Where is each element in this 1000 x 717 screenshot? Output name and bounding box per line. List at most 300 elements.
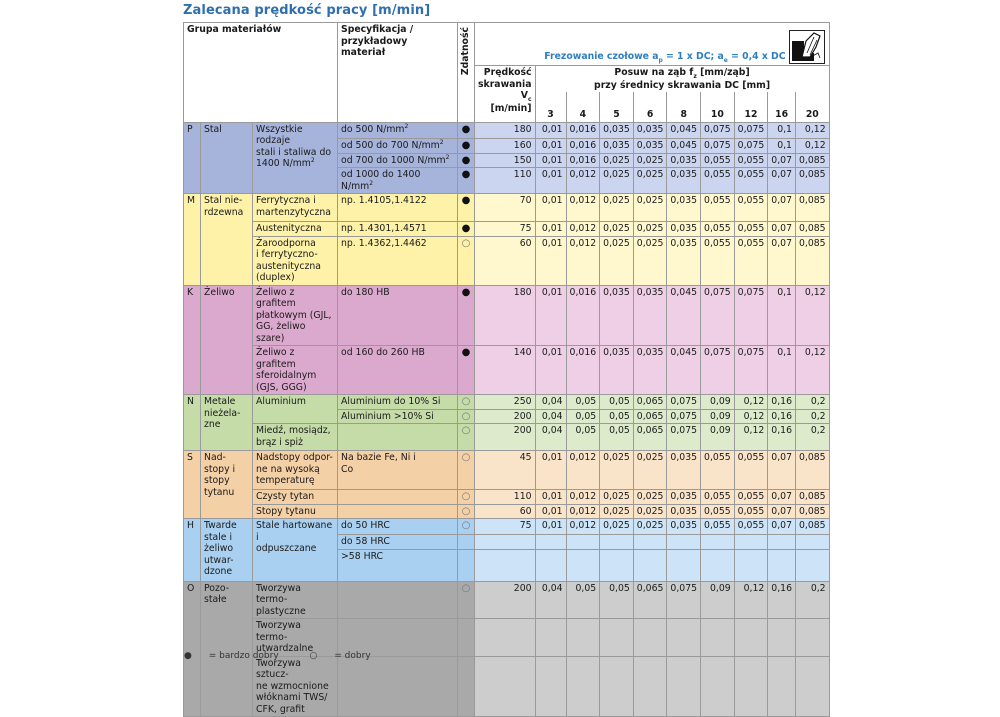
feed-value: 0,035 xyxy=(667,451,701,490)
feed-value: 0,01 xyxy=(535,451,566,490)
feed-value: 0,05 xyxy=(566,395,600,410)
feed-value: 0,035 xyxy=(600,285,634,346)
cutting-speed-value: 60 xyxy=(475,504,536,519)
suitability-mark: ● xyxy=(458,138,475,153)
feed-value: 0,055 xyxy=(701,504,735,519)
feed-value: 0,075 xyxy=(734,138,768,153)
feed-value: 0,035 xyxy=(600,138,634,153)
feed-value xyxy=(600,656,634,717)
suitability-mark: ● xyxy=(458,122,475,138)
feed-value: 0,01 xyxy=(535,168,566,194)
suitability-mark: ○ xyxy=(458,424,475,451)
material-type: Tworzywa termo- plastyczne xyxy=(253,581,338,619)
feed-value xyxy=(701,656,735,717)
feed-value: 0,07 xyxy=(768,504,796,519)
feed-value xyxy=(701,549,735,581)
feed-value: 0,055 xyxy=(701,451,735,490)
table-row xyxy=(184,581,830,619)
feed-value xyxy=(768,549,796,581)
suitability-mark: ○ xyxy=(458,504,475,519)
header-diameter: 3 xyxy=(535,92,566,122)
feed-value: 0,12 xyxy=(795,346,829,395)
cutting-speed-value: 75 xyxy=(475,222,536,237)
material-spec: od 1000 do 1400 $N/mm^2$ xyxy=(338,168,458,194)
feed-value: 0,025 xyxy=(633,490,667,505)
feed-value xyxy=(734,549,768,581)
feed-value: 0,045 xyxy=(667,122,701,138)
suitability-mark: ○ xyxy=(458,490,475,505)
feed-value: 0,085 xyxy=(795,519,829,535)
header-diameter: 12 xyxy=(734,92,768,122)
material-spec: od 700 do 1000 $N/mm^2$ xyxy=(338,153,458,168)
header-vc-line1: Prędkość xyxy=(483,67,532,78)
feed-value: 0,01 xyxy=(535,153,566,168)
header-diameter: 8 xyxy=(667,92,701,122)
feed-value: 0,05 xyxy=(566,424,600,451)
feed-value: 0,07 xyxy=(768,168,796,194)
feed-value xyxy=(535,535,566,550)
cutting-speed-value: 45 xyxy=(475,451,536,490)
feed-value: 0,12 xyxy=(734,424,768,451)
material-spec: np. 1.4301,1.4571 xyxy=(338,222,458,237)
feed-value: 0,025 xyxy=(633,153,667,168)
feed-value xyxy=(566,619,600,657)
table-row xyxy=(184,424,830,451)
feed-value: 0,025 xyxy=(600,168,634,194)
feed-value xyxy=(768,535,796,550)
cutting-speed-value: 160 xyxy=(475,138,536,153)
suitability-mark: ○ xyxy=(458,451,475,490)
table-row xyxy=(184,451,830,490)
feed-value: 0,055 xyxy=(734,153,768,168)
feed-value: 0,01 xyxy=(535,194,566,222)
header-vc-line2: skrawania xyxy=(478,78,532,90)
material-type: Tworzywa termo- utwardzalne xyxy=(253,619,338,657)
cutting-speed-value: 140 xyxy=(475,346,536,395)
feed-value: 0,016 xyxy=(566,153,600,168)
suitability-mark xyxy=(458,535,475,550)
header-operation xyxy=(475,23,830,66)
material-spec xyxy=(338,581,458,619)
table-row xyxy=(184,222,830,237)
group-name: Stal xyxy=(201,122,253,194)
cutting-speed-value: 180 xyxy=(475,285,536,346)
material-spec: >58 HRC xyxy=(338,549,458,581)
cutting-speed-value xyxy=(475,549,536,581)
feed-value xyxy=(633,656,667,717)
feed-value: 0,045 xyxy=(667,138,701,153)
feed-value xyxy=(600,535,634,550)
material-spec: np. 1.4362,1.4462 xyxy=(338,236,458,285)
header-spec-line1: Specyfikacja / xyxy=(341,24,414,35)
suitability-mark: ○ xyxy=(458,395,475,410)
cutting-speed-value: 180 xyxy=(475,122,536,138)
feed-value xyxy=(795,535,829,550)
material-type: Stale hartowane i odpuszczane xyxy=(253,519,338,582)
material-spec xyxy=(338,424,458,451)
feed-value: 0,025 xyxy=(600,153,634,168)
legend xyxy=(184,651,399,661)
feed-value xyxy=(566,549,600,581)
suitability-mark: ● xyxy=(458,168,475,194)
feed-value xyxy=(535,549,566,581)
suitability-mark xyxy=(458,619,475,657)
feed-value: 0,012 xyxy=(566,222,600,237)
feed-value: 0,16 xyxy=(768,395,796,410)
feed-value: 0,035 xyxy=(633,285,667,346)
group-name: Stal nie- rdzewna xyxy=(201,194,253,286)
feed-value: 0,05 xyxy=(600,395,634,410)
suitability-mark: ○ xyxy=(458,409,475,424)
suitability-mark: ● xyxy=(458,194,475,222)
feed-value xyxy=(795,549,829,581)
group-code: K xyxy=(184,285,201,395)
feed-value: 0,1 xyxy=(768,285,796,346)
feed-value xyxy=(633,619,667,657)
feed-value: 0,055 xyxy=(701,168,735,194)
feed-value: 0,012 xyxy=(566,194,600,222)
feed-value: 0,055 xyxy=(734,194,768,222)
feed-value: 0,2 xyxy=(795,395,829,410)
feed-value: 0,035 xyxy=(667,153,701,168)
material-type: Miedź, mosiądz, brąz i spiż xyxy=(253,424,338,451)
legend-good: ○ = dobry xyxy=(309,651,371,661)
cutting-speed-value: 200 xyxy=(475,409,536,424)
feed-value: 0,035 xyxy=(667,168,701,194)
feed-value: 0,12 xyxy=(734,581,768,619)
feed-value: 0,07 xyxy=(768,236,796,285)
cutting-speed-value: 70 xyxy=(475,194,536,222)
feed-value: 0,07 xyxy=(768,519,796,535)
cutting-speed-value: 110 xyxy=(475,168,536,194)
feed-value: 0,055 xyxy=(734,168,768,194)
feed-value: 0,07 xyxy=(768,194,796,222)
material-type: Nadstopy odpor- ne na wysoką temperaturę xyxy=(253,451,338,490)
material-spec: od 500 do 700 $N/mm^2$ xyxy=(338,138,458,153)
header-feed-line1: Posuw na ząb $f_z$ [mm/ząb] xyxy=(614,67,750,80)
hollow-dot-icon: ○ xyxy=(309,651,318,661)
material-spec: do 50 HRC xyxy=(338,519,458,535)
suitability-mark: ● xyxy=(458,285,475,346)
feed-value xyxy=(633,549,667,581)
feed-value xyxy=(734,619,768,657)
header-suitability xyxy=(458,23,475,123)
table-row xyxy=(184,194,830,222)
feed-value: 0,09 xyxy=(701,409,735,424)
suitability-mark: ● xyxy=(458,346,475,395)
feed-value: 0,16 xyxy=(768,581,796,619)
material-spec xyxy=(338,656,458,717)
feed-value: 0,016 xyxy=(566,138,600,153)
feed-value xyxy=(535,656,566,717)
feed-value: 0,075 xyxy=(667,424,701,451)
material-type: Aluminium xyxy=(253,395,338,424)
feed-value: 0,025 xyxy=(633,168,667,194)
feed-value: 0,01 xyxy=(535,138,566,153)
header-vc xyxy=(475,66,536,123)
feed-value: 0,035 xyxy=(633,138,667,153)
feed-value: 0,085 xyxy=(795,194,829,222)
material-spec: np. 1.4105,1.4122 xyxy=(338,194,458,222)
material-spec: do 500 $N/mm^2$ xyxy=(338,122,458,138)
table-row xyxy=(184,656,830,717)
table-row xyxy=(184,395,830,410)
header-spec-line2: przykładowy materiał xyxy=(341,35,408,58)
feed-value: 0,035 xyxy=(600,346,634,395)
feed-value: 0,025 xyxy=(600,519,634,535)
header-vc-symbol: $V_c$ xyxy=(520,90,532,103)
header-feed xyxy=(535,66,829,93)
table-row xyxy=(184,285,830,346)
feed-value: 0,035 xyxy=(667,194,701,222)
material-spec xyxy=(338,504,458,519)
group-code: H xyxy=(184,519,201,582)
feed-value: 0,01 xyxy=(535,285,566,346)
feed-value xyxy=(667,535,701,550)
cutting-speed-value: 200 xyxy=(475,424,536,451)
feed-value: 0,01 xyxy=(535,490,566,505)
material-spec: od 160 do 260 HB xyxy=(338,346,458,395)
feed-value: 0,025 xyxy=(600,194,634,222)
feed-value: 0,025 xyxy=(633,194,667,222)
feed-value: 0,07 xyxy=(768,451,796,490)
feed-value xyxy=(768,619,796,657)
feed-value: 0,035 xyxy=(667,222,701,237)
feed-value xyxy=(795,619,829,657)
feed-value: 0,12 xyxy=(795,285,829,346)
feed-value: 0,012 xyxy=(566,490,600,505)
feed-value: 0,025 xyxy=(600,222,634,237)
group-code: M xyxy=(184,194,201,286)
feed-value: 0,085 xyxy=(795,168,829,194)
feed-value xyxy=(795,656,829,717)
feed-value: 0,075 xyxy=(701,122,735,138)
group-code: S xyxy=(184,451,201,519)
feed-value: 0,085 xyxy=(795,236,829,285)
feed-value xyxy=(768,656,796,717)
feed-value: 0,055 xyxy=(701,236,735,285)
feed-value: 0,04 xyxy=(535,395,566,410)
table-row xyxy=(184,236,830,285)
feed-value: 0,055 xyxy=(701,490,735,505)
feed-value: 0,035 xyxy=(633,122,667,138)
feed-value: 0,05 xyxy=(600,424,634,451)
feed-value: 0,075 xyxy=(667,409,701,424)
feed-value: 0,045 xyxy=(667,285,701,346)
feed-value: 0,055 xyxy=(734,222,768,237)
feed-value: 0,035 xyxy=(600,122,634,138)
material-spec: Aluminium >10% Si xyxy=(338,409,458,424)
operation-description: Frezowanie czołowe $a_p = 1$ x DC; $a_e = 0,4$ x DC xyxy=(544,51,786,64)
feed-value: 0,075 xyxy=(701,285,735,346)
feed-value: 0,055 xyxy=(701,222,735,237)
group-code: N xyxy=(184,395,201,451)
feed-value: 0,01 xyxy=(535,519,566,535)
header-diameter: 6 xyxy=(633,92,667,122)
feed-value: 0,055 xyxy=(701,519,735,535)
feed-value: 0,035 xyxy=(633,346,667,395)
suitability-mark xyxy=(458,656,475,717)
feed-value: 0,1 xyxy=(768,138,796,153)
feed-value: 0,075 xyxy=(701,138,735,153)
feed-value: 0,075 xyxy=(701,346,735,395)
feed-value: 0,025 xyxy=(600,490,634,505)
feed-value: 0,09 xyxy=(701,395,735,410)
feed-value: 0,09 xyxy=(701,424,735,451)
feed-value: 0,04 xyxy=(535,409,566,424)
material-type: Żeliwo z grafitem sferoidalnym (GJS, GGG) xyxy=(253,346,338,395)
table-row xyxy=(184,519,830,535)
feed-value: 0,012 xyxy=(566,168,600,194)
feed-value: 0,055 xyxy=(734,490,768,505)
suitability-mark: ○ xyxy=(458,581,475,619)
suitability-mark: ● xyxy=(458,222,475,237)
feed-value: 0,025 xyxy=(633,236,667,285)
header-group-label: Grupa materiałów xyxy=(187,24,282,35)
feed-value: 0,065 xyxy=(633,395,667,410)
feed-value: 0,12 xyxy=(734,409,768,424)
feed-value: 0,075 xyxy=(734,346,768,395)
feed-value: 0,065 xyxy=(633,424,667,451)
feed-value: 0,01 xyxy=(535,222,566,237)
cutting-speed-value: 110 xyxy=(475,490,536,505)
header-diameter: 4 xyxy=(566,92,600,122)
feed-value xyxy=(566,656,600,717)
suitability-mark: ○ xyxy=(458,519,475,535)
feed-value: 0,05 xyxy=(566,581,600,619)
feed-value: 0,055 xyxy=(734,236,768,285)
feed-value xyxy=(600,549,634,581)
feed-value: 0,075 xyxy=(667,395,701,410)
feed-value: 0,065 xyxy=(633,581,667,619)
feed-value: 0,12 xyxy=(795,122,829,138)
table-row xyxy=(184,122,830,138)
group-code: O xyxy=(184,581,201,717)
feed-value xyxy=(566,535,600,550)
feed-value: 0,2 xyxy=(795,409,829,424)
feed-value: 0,055 xyxy=(701,194,735,222)
feed-value: 0,2 xyxy=(795,581,829,619)
feed-value: 0,025 xyxy=(633,222,667,237)
cutting-speed-value xyxy=(475,619,536,657)
cutting-speed-value xyxy=(475,535,536,550)
feed-value: 0,07 xyxy=(768,153,796,168)
material-type: Stopy tytanu xyxy=(253,504,338,519)
feed-value: 0,035 xyxy=(667,519,701,535)
header-feed-line2: przy średnicy skrawania DC [mm] xyxy=(594,79,771,91)
feed-value: 0,055 xyxy=(701,153,735,168)
feed-value: 0,01 xyxy=(535,504,566,519)
material-type: Czysty tytan xyxy=(253,490,338,505)
feed-value: 0,05 xyxy=(566,409,600,424)
feed-value: 0,085 xyxy=(795,222,829,237)
cutting-speed-value: 150 xyxy=(475,153,536,168)
legend-very-good: ● = bardzo dobry xyxy=(184,651,279,661)
suitability-mark xyxy=(458,549,475,581)
cutting-speed-table xyxy=(183,22,830,717)
cutting-speed-value: 200 xyxy=(475,581,536,619)
group-name: Twarde stale i żeliwo utwar- dzone xyxy=(201,519,253,582)
table-row xyxy=(184,504,830,519)
material-spec xyxy=(338,490,458,505)
feed-value xyxy=(667,656,701,717)
feed-value: 0,12 xyxy=(795,138,829,153)
feed-value: 0,05 xyxy=(600,409,634,424)
feed-value: 0,16 xyxy=(768,424,796,451)
feed-value: 0,075 xyxy=(734,122,768,138)
material-type: Żaroodporna i ferrytyczno- austenityczna (duplex) xyxy=(253,236,338,285)
header-diameter: 20 xyxy=(795,92,829,122)
feed-value: 0,016 xyxy=(566,122,600,138)
material-type: Ferrytyczna i martenzytyczna xyxy=(253,194,338,222)
feed-value: 0,055 xyxy=(734,504,768,519)
feed-value: 0,16 xyxy=(768,409,796,424)
material-spec: Aluminium do 10% Si xyxy=(338,395,458,410)
table-row xyxy=(184,346,830,395)
feed-value xyxy=(734,656,768,717)
material-type: Wszystkie rodzaje stali i staliwa do 1400 $N/mm^2$ xyxy=(253,122,338,194)
feed-value xyxy=(734,535,768,550)
feed-value: 0,075 xyxy=(734,285,768,346)
header-diameter: 10 xyxy=(701,92,735,122)
group-code: P xyxy=(184,122,201,194)
cutting-speed-value: 75 xyxy=(475,519,536,535)
feed-value: 0,075 xyxy=(667,581,701,619)
feed-value: 0,012 xyxy=(566,519,600,535)
material-type: Żeliwo z grafitem płatkowym (GJL, GG, żeliwo szare) xyxy=(253,285,338,346)
feed-value: 0,01 xyxy=(535,122,566,138)
feed-value: 0,016 xyxy=(566,285,600,346)
suitability-mark: ● xyxy=(458,153,475,168)
cutting-speed-value: 250 xyxy=(475,395,536,410)
material-type: Austenityczna xyxy=(253,222,338,237)
feed-value: 0,07 xyxy=(768,222,796,237)
page-title: Zalecana prędkość pracy [m/min] xyxy=(183,3,431,18)
cutting-speed-value xyxy=(475,656,536,717)
material-spec: Na bazie Fe, Ni i Co xyxy=(338,451,458,490)
feed-value: 0,035 xyxy=(667,236,701,285)
feed-value: 0,07 xyxy=(768,490,796,505)
cutting-speed-value: 60 xyxy=(475,236,536,285)
material-type: Tworzywa sztucz- ne wzmocnione włóknami TWS/ CFK, grafit xyxy=(253,656,338,717)
feed-value xyxy=(633,535,667,550)
header-diameter: 5 xyxy=(600,92,634,122)
feed-value: 0,025 xyxy=(600,236,634,285)
feed-value: 0,035 xyxy=(667,504,701,519)
feed-value: 0,035 xyxy=(667,490,701,505)
feed-value: 0,025 xyxy=(600,451,634,490)
feed-value xyxy=(535,619,566,657)
feed-value xyxy=(600,619,634,657)
feed-value: 0,085 xyxy=(795,153,829,168)
filled-dot-icon: ● xyxy=(184,651,192,661)
feed-value: 0,09 xyxy=(701,581,735,619)
feed-value: 0,012 xyxy=(566,504,600,519)
feed-value xyxy=(667,619,701,657)
feed-value: 0,05 xyxy=(600,581,634,619)
feed-value: 0,025 xyxy=(633,451,667,490)
feed-value: 0,04 xyxy=(535,581,566,619)
feed-value: 0,055 xyxy=(734,451,768,490)
feed-value: 0,1 xyxy=(768,346,796,395)
group-name: Nad- stopy i stopy tytanu xyxy=(201,451,253,519)
group-name: Żeliwo xyxy=(201,285,253,395)
feed-value: 0,085 xyxy=(795,490,829,505)
feed-value: 0,025 xyxy=(633,519,667,535)
header-vc-unit: [m/min] xyxy=(490,102,532,114)
face-milling-icon xyxy=(789,30,825,64)
group-name: Metale nieżela- zne xyxy=(201,395,253,451)
